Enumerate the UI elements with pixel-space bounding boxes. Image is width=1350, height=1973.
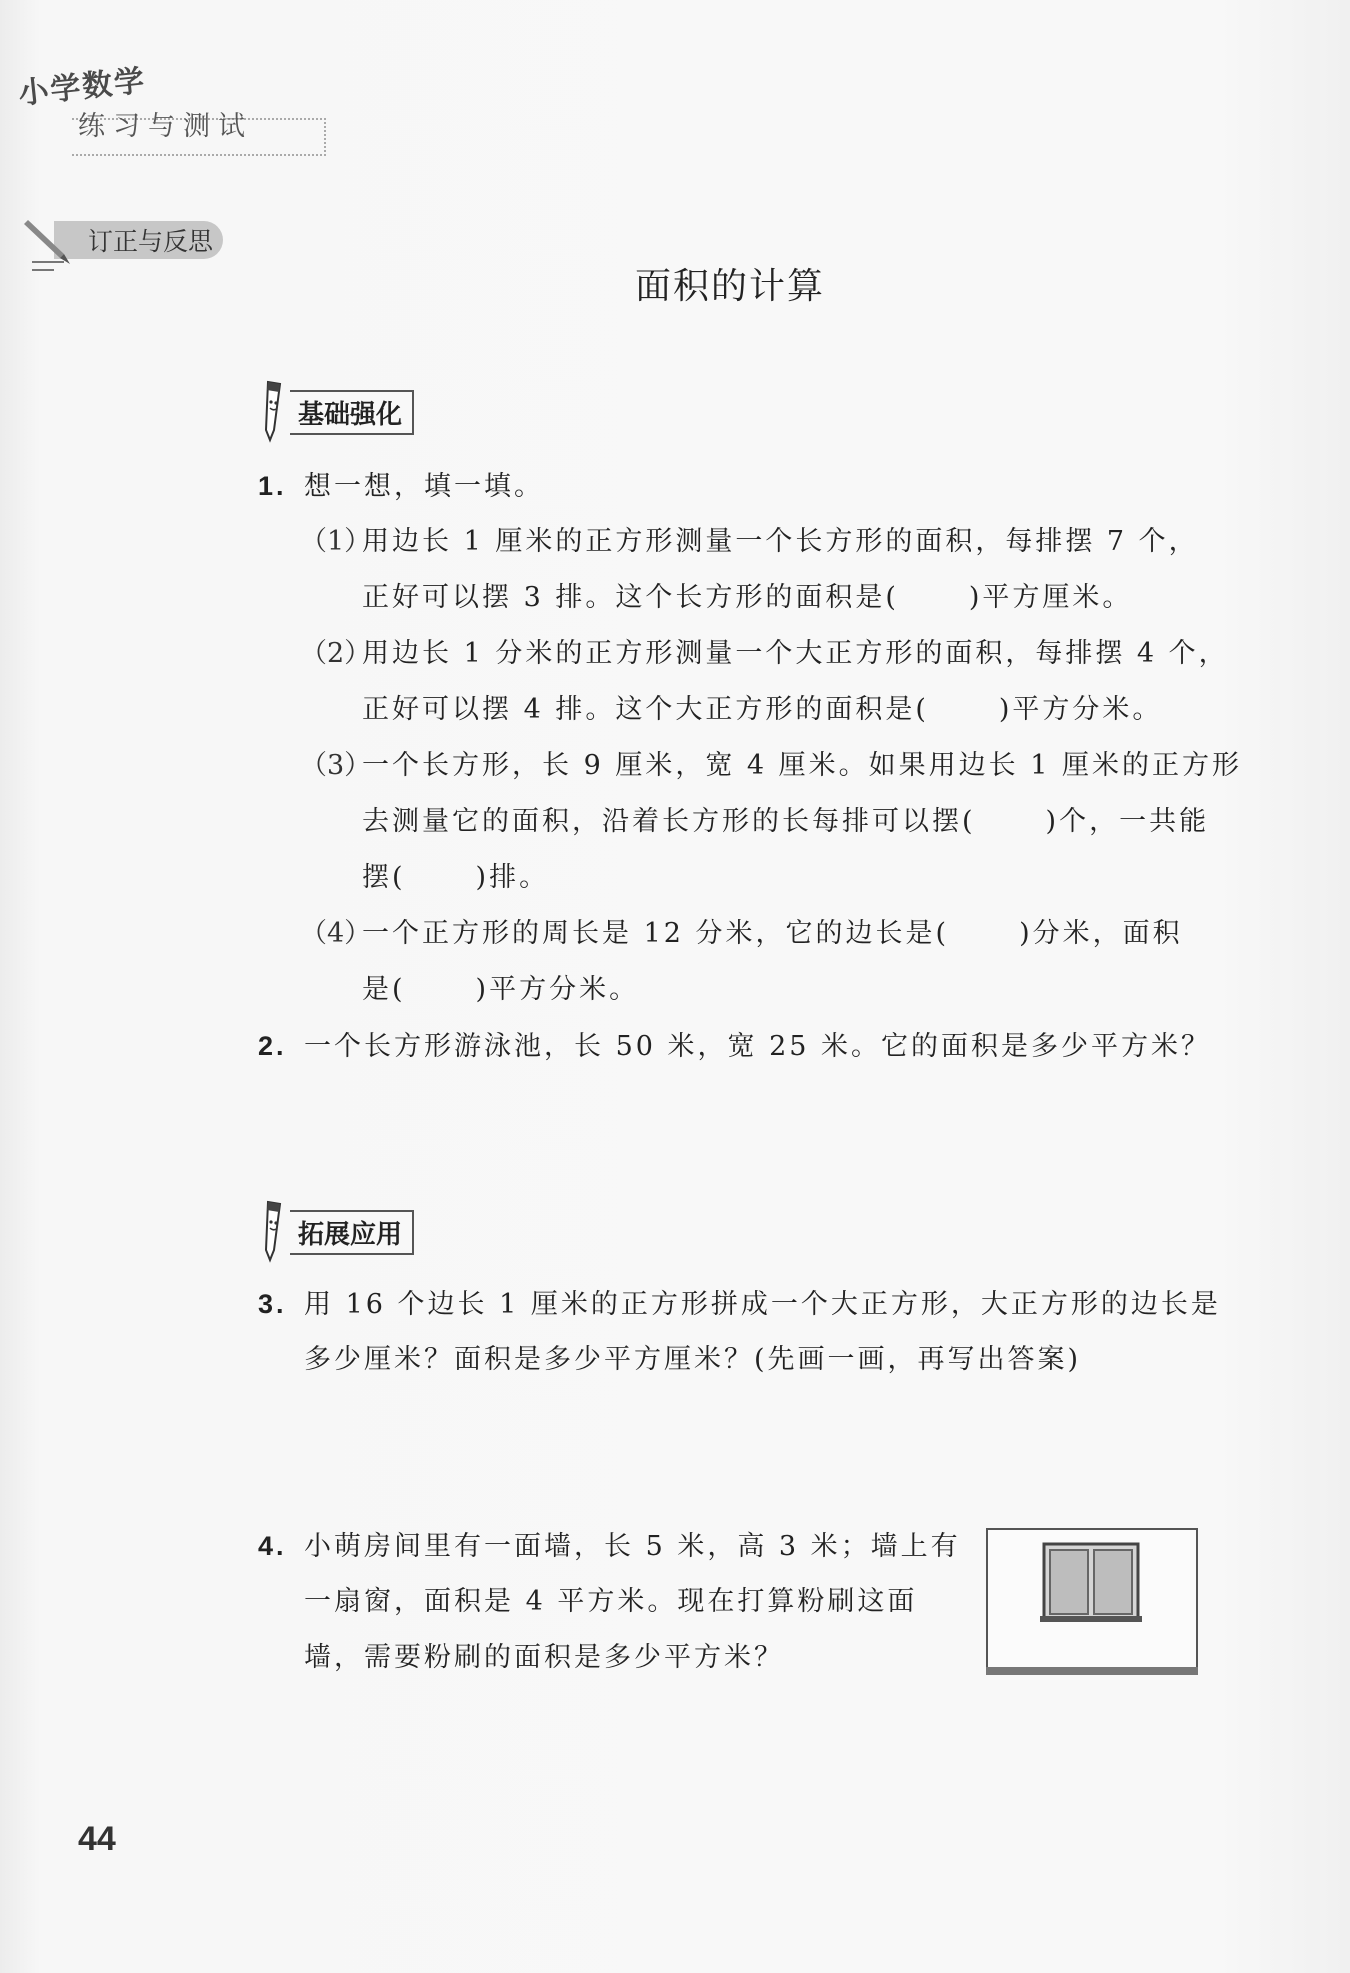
part-index: （4） (300, 918, 372, 949)
part-text: )平方厘米。 (968, 582, 1133, 613)
pencil-icon (260, 380, 286, 444)
question-1-part-3 (300, 738, 1242, 794)
question-3-number: 3. (258, 1289, 287, 1319)
book-title: 小学数学 (16, 63, 148, 112)
question-2 (258, 1018, 1211, 1075)
question-4-line-3: 墙，需要粉刷的面积是多少平方米？ (304, 1642, 784, 1673)
question-4-line-2: 一扇窗，面积是 4 平方米。现在打算粉刷这面 (304, 1586, 918, 1617)
part-text: 用边长 1 厘米的正方形测量一个长方形的面积，每排摆 7 个， (362, 526, 1199, 557)
part-text: )平方分米。 (998, 694, 1163, 725)
part-text: 用边长 1 分米的正方形测量一个大正方形的面积，每排摆 4 个， (362, 638, 1229, 669)
question-3-cont (304, 1332, 1081, 1388)
part-index: （3） (300, 750, 372, 781)
part-text: 摆( (362, 862, 406, 893)
question-1-part-4 (300, 906, 1183, 962)
part-text: 是( (362, 974, 406, 1005)
part-text: )平方分米。 (475, 974, 640, 1005)
question-2-text: 一个长方形游泳池，长 50 米，宽 25 米。它的面积是多少平方米？ (304, 1031, 1212, 1062)
question-1-part-2-cont (362, 682, 1162, 738)
section-basic-header (260, 380, 414, 444)
part-index: （2） (300, 638, 372, 669)
question-1-part-1-cont (362, 570, 1132, 626)
question-1-number: 1. (258, 471, 287, 501)
part-index: （1） (300, 526, 372, 557)
question-1-part-1 (300, 514, 1199, 570)
page-title: 面积的计算 (634, 266, 825, 307)
question-4-cont (304, 1574, 917, 1630)
wall-with-window-illustration (986, 1528, 1198, 1676)
question-4-number: 4. (258, 1531, 287, 1561)
question-3 (258, 1276, 1221, 1333)
question-1-part-3-cont (362, 794, 1209, 850)
section-extend-label: 拓展应用 (290, 1210, 414, 1255)
question-1-part-4-cont (362, 962, 639, 1018)
question-1 (258, 458, 544, 515)
question-1-stem: 想一想，填一填。 (304, 471, 544, 502)
pencil-icon (260, 1200, 286, 1264)
part-text: 一个正方形的周长是 12 分米，它的边长是( (362, 918, 950, 949)
question-2-number: 2. (258, 1031, 287, 1061)
part-text: )排。 (475, 862, 550, 893)
book-subtitle: 练习与测试 (78, 111, 253, 142)
question-1-part-2 (300, 626, 1229, 682)
part-text: 正好可以摆 4 排。这个大正方形的面积是( (362, 694, 929, 725)
part-text: 去测量它的面积，沿着长方形的长每排可以摆( (362, 806, 976, 837)
question-4-line-1: 小萌房间里有一面墙，长 5 米，高 3 米；墙上有 (304, 1531, 961, 1562)
question-4 (258, 1518, 961, 1575)
part-text: 正好可以摆 3 排。这个长方形的面积是( (362, 582, 899, 613)
question-3-line-1: 用 16 个边长 1 厘米的正方形拼成一个大正方形，大正方形的边长是 (304, 1289, 1221, 1320)
page-number: 44 (78, 1820, 116, 1858)
section-extend-header (260, 1200, 414, 1264)
question-4-cont2 (304, 1630, 784, 1686)
reflect-tab-label: 订正与反思 (54, 221, 223, 259)
part-text: )分米，面积 (1019, 918, 1183, 949)
part-text: 一个长方形，长 9 厘米，宽 4 厘米。如果用边长 1 厘米的正方形 (362, 750, 1243, 781)
question-1-part-3-cont2 (362, 850, 549, 906)
question-3-line-2: 多少厘米？面积是多少平方厘米？(先画一画，再写出答案) (304, 1344, 1082, 1375)
part-text: )个，一共能 (1045, 806, 1210, 837)
section-basic-label: 基础强化 (290, 390, 414, 435)
